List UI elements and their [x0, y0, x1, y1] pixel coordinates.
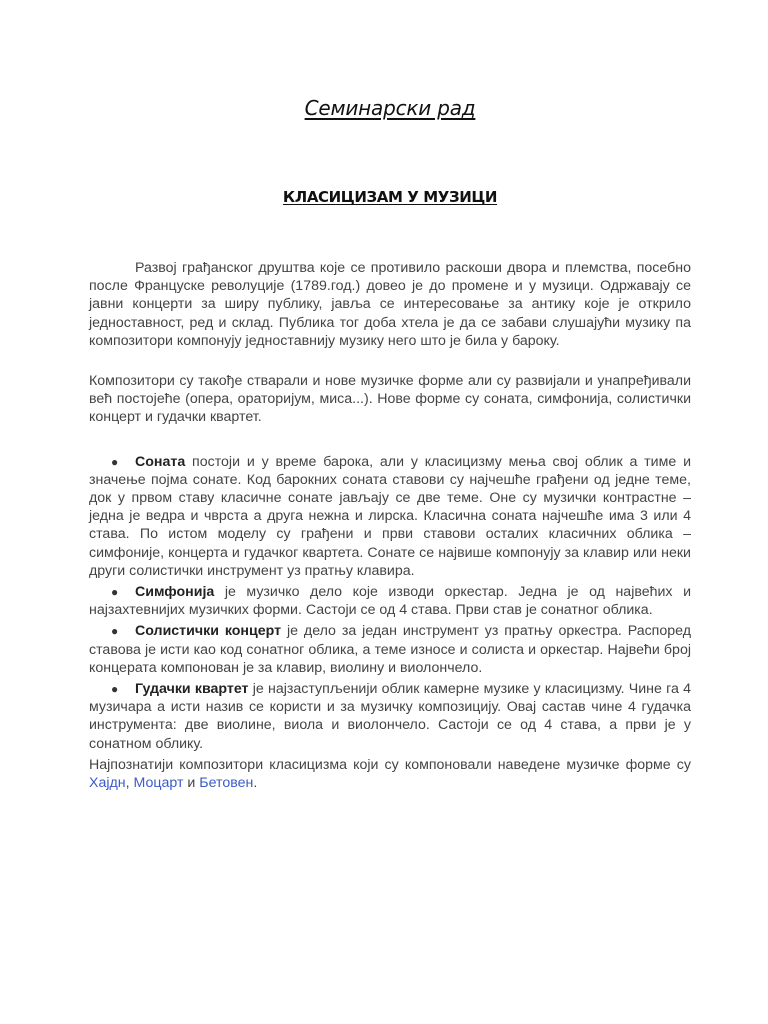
- bullet-icon: ●: [111, 585, 119, 600]
- term-description: је најзаступљенији облик камерне музике у класицизму. Чине га 4 музичара а исти назив се користи и за музичку композицију. Овај састав чине 4 гудачка инструмента: две виолине, виола и виолончело. Састоји се од 4 става, а први је у сонатном облику.: [89, 681, 692, 752]
- term-description: је музичко дело које изводи оркестар. Једна је од највећих и најзахтевнијих музичких форми. Састоји се од 4 става. Први став је сонатног облика.: [89, 584, 691, 619]
- bullet-icon: ●: [111, 454, 119, 469]
- list-item: [89, 453, 691, 580]
- list-item: [89, 622, 691, 677]
- term-description: постоји и у време барока, али у класицизму мења свој облик а тиме и значење појма сонате. Код барокних соната ставови су најчешће грађени од једне теме, док у првом ставу класичне сонате јављају се две теме. Оне су музички контрастне – једна је ведра и чврста а друга нежна и лирска. Класична соната најчешће има 3 или 4 става. По истом моделу су грађени и први ставови осталих класичних облика – симфоније, концерта и гудачког квартета. Сонате се највише компонују за клавир или неки други солистички инструмент уз пратњу клавира.: [89, 453, 691, 579]
- list-item: [89, 583, 691, 619]
- bullet-icon: ●: [111, 624, 119, 639]
- link-mozart[interactable]: Моцарт: [133, 775, 184, 792]
- list-item: [89, 680, 691, 753]
- term-description: је дело за један инструмент уз пратњу оркестра. Распоред ставова је исти као код сонатног облика, а теме износе и солиста и оркестар. Највећи број концерата компонован је за клавир, виолину и виолончело.: [89, 623, 692, 676]
- forms-list: [89, 453, 691, 753]
- document-heading: КЛАСИЦИЗАМ У МУЗИЦИ: [282, 188, 498, 206]
- intro-paragraph: Развој грађанског друштва које се противило раскоши двора и племства, посебно после Француске револуције (1789.год.) довео је до промене и у музици. Одржавају се јавни концерти за ширу публику, јавља се интересовање за антику које је открило једноставност, ред и склад. Публика тог доба хтела је да се забави слушајући музику па композитори компонују једноставнију музику него што је била у бароку.: [89, 260, 691, 349]
- separator: и: [183, 775, 200, 792]
- link-beethoven[interactable]: Бетовен: [199, 775, 254, 792]
- separator: ,: [125, 775, 134, 792]
- term-symphony: Симфонија: [135, 584, 215, 601]
- term-sonata: Соната: [135, 453, 186, 470]
- period: .: [253, 775, 258, 792]
- forms-paragraph: Композитори су такође стварали и нове музичке форме али су развијали и унапређивали већ постојеће (опера, ораторијум, миса...). Нове форме су соната, симфонија, солистички концерт и гудачки квартет.: [89, 373, 691, 426]
- term-solo-concerto: Солистички концерт: [135, 623, 282, 640]
- document-title: Семинарски рад: [304, 96, 476, 120]
- bullet-icon: ●: [111, 682, 119, 697]
- term-string-quartet: Гудачки квартет: [135, 681, 249, 698]
- link-haydn[interactable]: Хајдн: [89, 775, 126, 792]
- composers-text: Најпознатији композитори класицизма који су компоновали наведене музичке форме су: [89, 756, 691, 773]
- composers-paragraph: [89, 756, 691, 792]
